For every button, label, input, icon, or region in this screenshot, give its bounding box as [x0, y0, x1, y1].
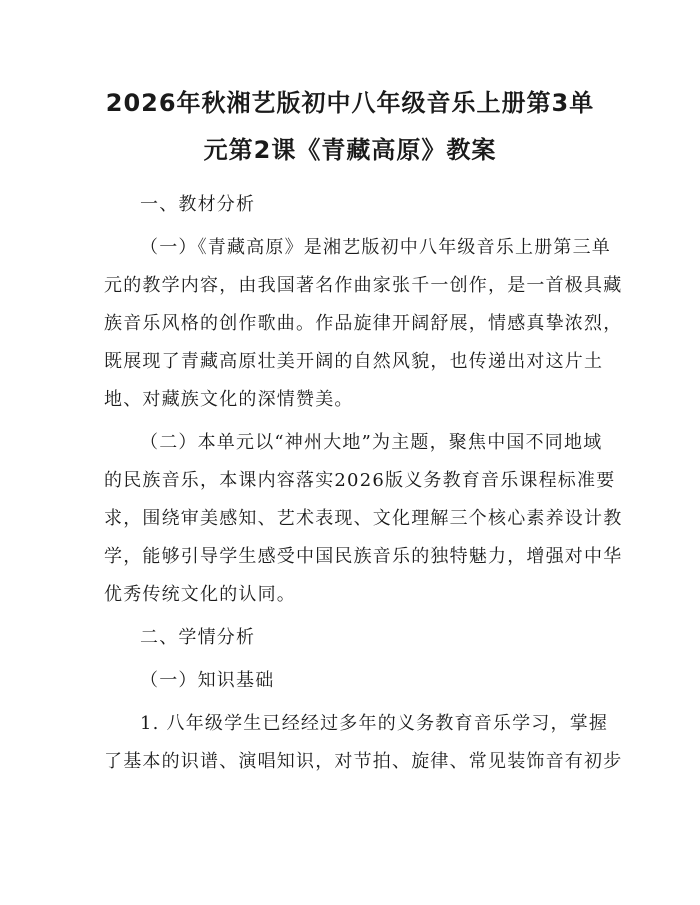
paragraph-line: 优秀传统文化的认同。 [104, 584, 296, 605]
subsection-heading-knowledge-basis: （一）知识基础 [140, 670, 275, 691]
paragraph-line: 求，围绕审美感知、艺术表现、文化理解三个核心素养设计教 [104, 508, 623, 529]
section-heading-textbook-analysis: 一、教材分析 [140, 194, 256, 215]
paragraph-line: 族音乐风格的创作歌曲。作品旋律开阔舒展，情感真挚浓烈， [104, 313, 623, 334]
section-heading-student-analysis: 二、学情分析 [140, 627, 256, 648]
paragraph-line: 了基本的识谱、演唱知识，对节拍、旋律、常见装饰音有初步 [104, 751, 623, 772]
paragraph-line: （二）本单元以“神州大地”为主题，聚焦中国不同地域 [140, 432, 603, 453]
paragraph-line: （一）《青藏高原》是湘艺版初中八年级音乐上册第三单 [140, 237, 611, 258]
paragraph-line: 1. 八年级学生已经经过多年的义务教育音乐学习，掌握 [140, 713, 609, 734]
paragraph-line: 元的教学内容，由我国著名作曲家张千一创作，是一首极具藏 [104, 275, 623, 296]
paragraph-line: 的民族音乐，本课内容落实2026版义务教育音乐课程标准要 [104, 470, 616, 491]
paragraph-line: 地、对藏族文化的深情赞美。 [104, 389, 354, 410]
paragraph-line: 既展现了青藏高原壮美开阔的自然风貌，也传递出对这片土 [104, 351, 604, 372]
document-title-line-1: 2026年秋湘艺版初中八年级音乐上册第3单 [105, 89, 595, 117]
paragraph-line: 学，能够引导学生感受中国民族音乐的独特魅力，增强对中华 [104, 546, 623, 567]
document-title-line-2: 元第2课《青藏高原》教案 [203, 136, 497, 164]
